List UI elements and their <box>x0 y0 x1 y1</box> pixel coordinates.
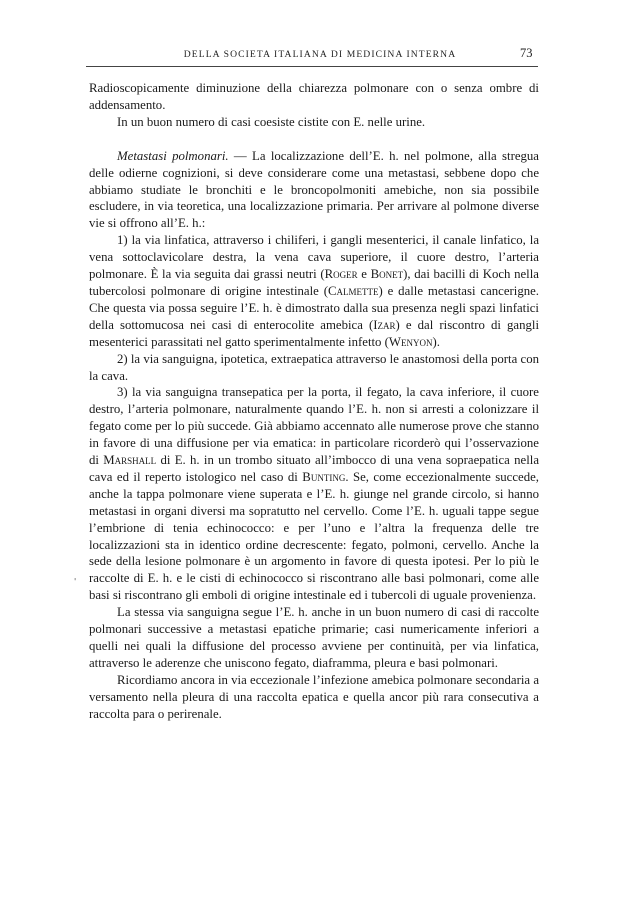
author-bonet: Bonet <box>370 267 404 282</box>
running-head: DELLA SOCIETA ITALIANA DI MEDICINA INTERNA <box>183 49 457 60</box>
text-segment: ), dai bacilli di Koch nella tubercolosi polmonare di origine intestinale ( <box>89 267 539 298</box>
text-segment: . Se, come eccezionalmente succede, anche la tappa polmonare viene superata e l’E. h. giunge nel grande circolo, si hanno metastasi in organi diversi ma sopratutto nel cervello. Come l’E. h. uguali tappe segue l’embrione di tenia echinococco: e per l’uno e l’altra la frequenza delle tre localizzazioni sta in identico ordine decrescente: fegato, polmoni, cervello. Anche la sede della lesione polmonare è un argomento in favore di questa ipotesi. Per lo più le raccolte di E. h. e le cisti di echinococco si riscontrano alle basi polmonari, come alle basi si riscontrano gli emboli di origine intestinale ed i tubercoli di uguale provenienza. <box>89 469 539 603</box>
author-bunting: Bunting <box>302 469 346 484</box>
author-izar: Izar <box>373 317 396 332</box>
paragraph-metastasi-text: — La localizzazione dell’E. h. nel polmone, alla stregua delle odierne cognizioni, si deve considerare come una metastasi, sebbene dopo che abbiamo studiate le bronchiti e le broncopolmoniti amebiche, non sia possibile escludere, in via teoretica, una localizzazione primaria. Per arrivare al polmone diverse vie si offrono all’E. h.: <box>89 148 539 231</box>
text-segment: di E. h. in un trombo situato all’imbocco di una vena sopraepatica nella cava ed il reperto istologico nel caso di <box>89 453 539 484</box>
body-text <box>89 80 539 723</box>
page-number: 73 <box>520 46 533 60</box>
text-segment: e <box>357 267 371 282</box>
paragraph-cystitis: In un buon numero di casi coesiste cistite con E. nelle urine. <box>117 114 426 129</box>
paragraph-via-sanguigna-transepatica <box>89 384 539 604</box>
author-marshall: Marshall <box>103 453 157 468</box>
text-segment: 1) la via linfatica, attraverso i chiliferi, i gangli mesenterici, il canale linfatico, la vena sottoclavicolare destra, la vena cava superiore, il cuore destro, l’arteria polmonare. È la via seguita dai grassi neutri ( <box>89 233 539 282</box>
paragraph-stessa-via: La stessa via sanguigna segue l’E. h. anche in un buon numero di casi di raccolte polmonari successive a metastasi epatiche primarie; casi numericamente inferiori a quelli nei quali la diffusione del processo avviene per continuità, per via linfatica, attraverso le aderenze che uniscono fegato, diaframma, pleura e basi polmonari. <box>89 605 539 670</box>
paragraph-via-linfatica <box>89 232 539 350</box>
paragraph-radioscopy: Radioscopicamente diminuzione della chiarezza polmonare con o senza ombre di addensamento. <box>89 81 539 112</box>
text-segment: 3) la via sanguigna transepatica per la porta, il fegato, la cava inferiore, il cuore destro, l’arteria polmonare, naturalmente quando l’E. h. non si arresti a colonizzare il fegato come per lo più succede. Già abbiamo accennato alle numerose prove che stanno in favore di una diffusione per via ematica: in particolare ricorderò qui l’osservazione di <box>89 385 539 468</box>
paragraph-ricordiamo: Ricordiamo ancora in via eccezionale l’infezione amebica polmonare secondaria a versamento nella pleura di una raccolta epatica e quella ancor più rara consecutiva a raccolta para o perirenale. <box>89 672 539 721</box>
text-segment: ) e dal riscontro di gangli mesenterici parassitati nel gatto sperimentalmente infetto ( <box>89 317 539 349</box>
stray-mark: ' <box>74 577 77 586</box>
section-heading-metastasi: Metastasi polmonari. <box>117 148 229 163</box>
header-rule <box>86 66 538 67</box>
author-roger: Roger <box>324 267 358 282</box>
author-calmette: Calmette <box>327 283 379 298</box>
author-wenyon: Wenyon <box>388 334 433 349</box>
text-segment: ). <box>432 334 440 349</box>
text-segment: ) e dalle metastasi cancerigne. Che questa via possa seguire l’E. h. è dimostrato dalla sua presenza negli spazi linfatici della sottomucosa nei casi di enterocolite amebica ( <box>89 283 539 332</box>
paragraph-via-sanguigna-extraepatica: 2) la via sanguigna, ipotetica, extraepatica attraverso le anastomosi della porta con la cava. <box>89 351 539 383</box>
paragraph-metastasi <box>89 148 539 233</box>
